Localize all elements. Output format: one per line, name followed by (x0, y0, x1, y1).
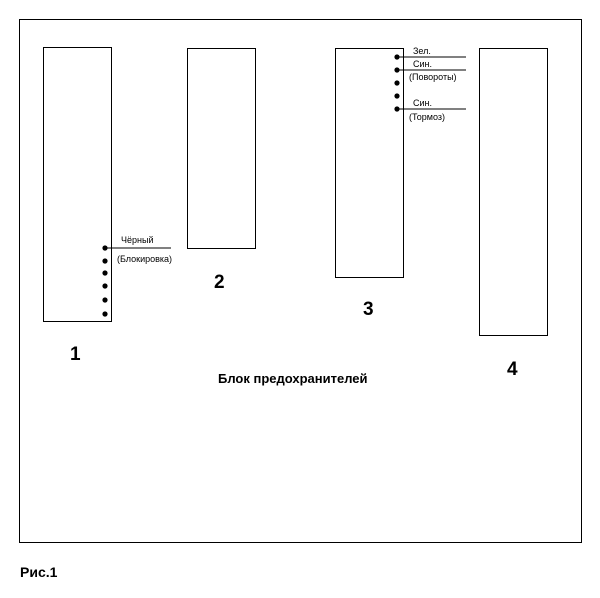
block-3-blue-wire-2-label: Син. (413, 98, 432, 108)
fuse-block-2 (188, 49, 256, 294)
block-1-pin-3 (102, 270, 107, 275)
block-4-number: 4 (507, 359, 518, 380)
block-2-body (188, 49, 256, 249)
block-3-pin-4 (394, 93, 399, 98)
figure-caption: Рис.1 (20, 564, 58, 580)
block-3-blue-wire-1-label: Син. (413, 59, 432, 69)
fuse-block-3 (336, 46, 467, 320)
fuse-block-1 (44, 48, 173, 366)
block-1-black-wire-note: (Блокировка) (117, 254, 173, 264)
diagram-title: Блок предохранителей (218, 371, 368, 386)
block-3-body (336, 49, 404, 278)
block-3-pin-3 (394, 80, 399, 85)
block-3-green-wire-label: Зел. (413, 46, 431, 56)
diagram-frame (20, 20, 582, 543)
block-1-pin-6 (102, 311, 107, 316)
block-4-body (480, 49, 548, 336)
block-3-blue-wire-2-note: (Тормоз) (409, 112, 446, 122)
block-1-pin-2 (102, 258, 107, 263)
block-3-blue-wire-1-note: (Повороты) (409, 72, 457, 82)
block-1-pin-4 (102, 283, 107, 288)
block-1-number: 1 (70, 344, 81, 365)
block-2-number: 2 (214, 272, 225, 293)
block-1-black-wire-label: Чёрный (121, 235, 154, 245)
fuse-block-4 (480, 49, 548, 381)
block-3-number: 3 (363, 299, 374, 320)
block-1-body (44, 48, 112, 322)
block-1-pin-5 (102, 297, 107, 302)
